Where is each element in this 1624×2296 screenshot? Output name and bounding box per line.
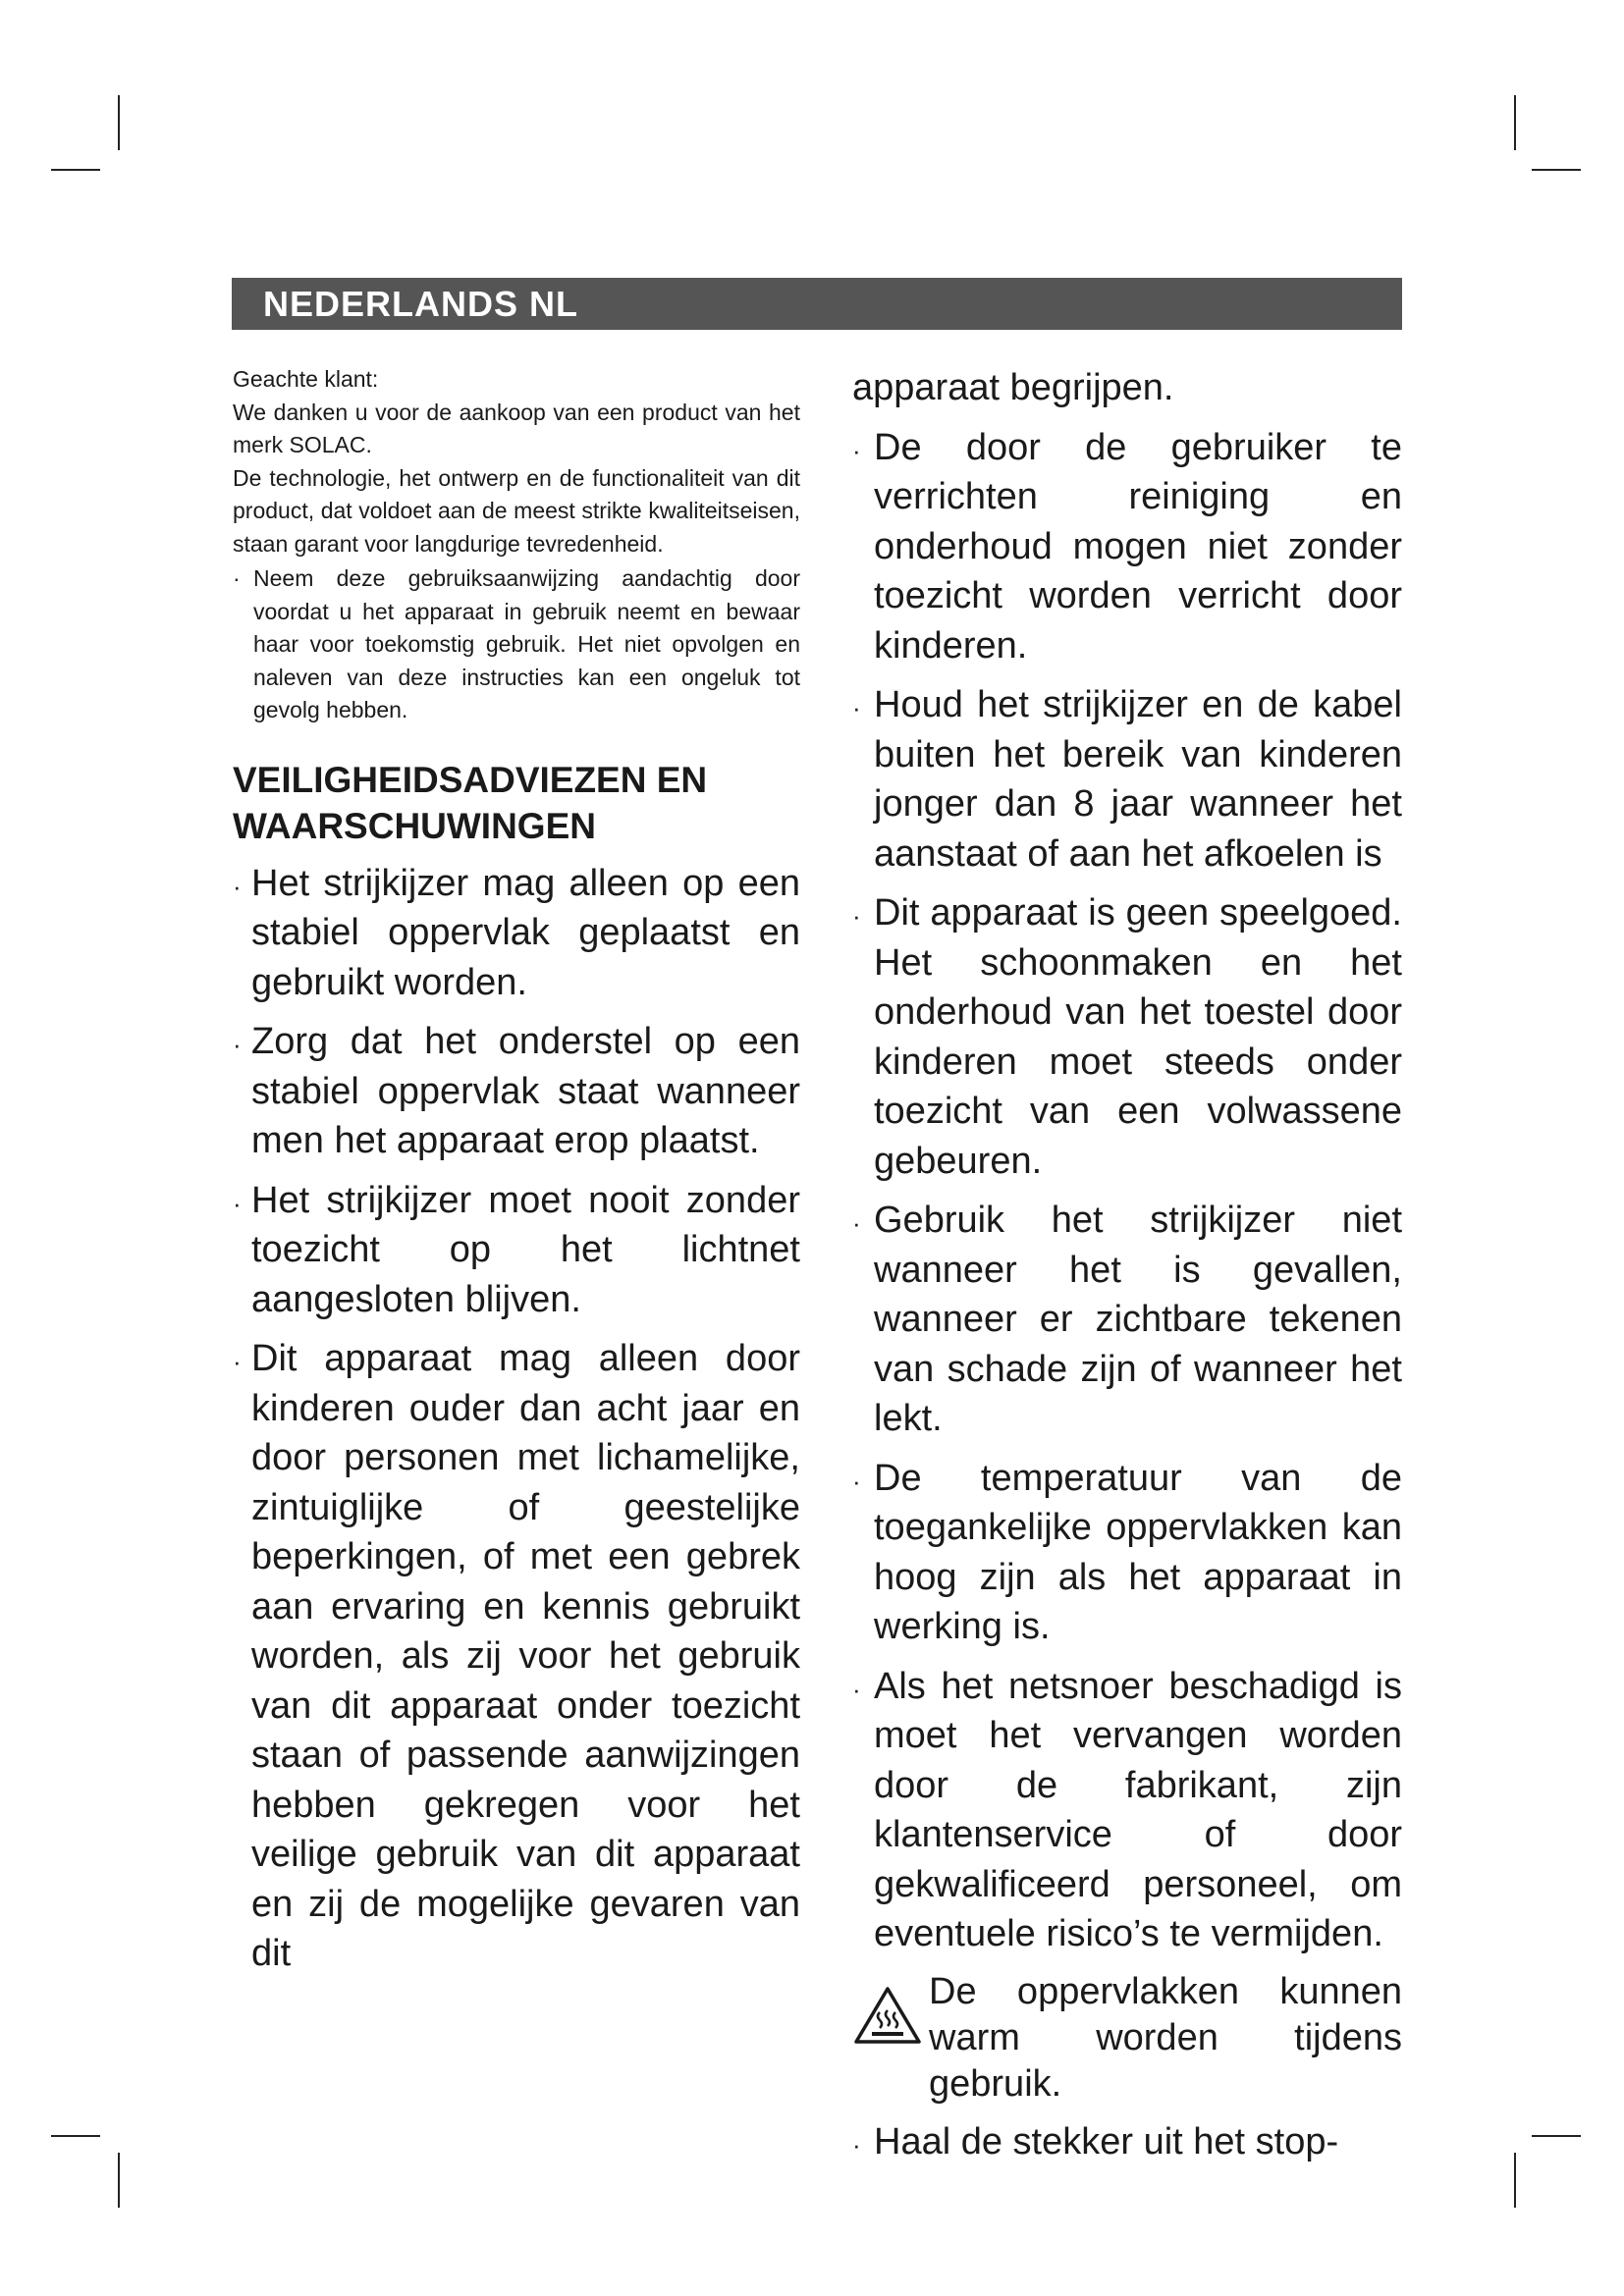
bullet-dot: ·	[233, 871, 242, 901]
bullet-dot: ·	[852, 1208, 861, 1238]
safety-list-left	[233, 859, 800, 1979]
crop-mark-bottom-right-horizontal	[1532, 2135, 1581, 2137]
crop-mark-bottom-left-vertical	[118, 2153, 120, 2208]
continued-text: apparaat begrijpen.	[852, 367, 1174, 408]
list-item: · Dit apparaat mag alleen door kinderen ouder dan acht jaar en door personen met lichamelijke, zintuiglijke of geestelijke beperkingen, of met een gebrek aan ervaring en kennis gebruikt worden, als zij voor het gebruik van dit apparaat onder toezicht staan of passende aanwijzingen hebben gekregen voor het veilige gebruik van dit apparaat en zij de mogelijke gevaren van dit	[233, 1334, 800, 1979]
bullet-dot: ·	[233, 565, 241, 591]
crop-mark-bottom-right-vertical	[1514, 2153, 1516, 2208]
safety-list-right-end	[852, 2117, 1402, 2167]
crop-mark-top-left-horizontal	[51, 169, 100, 171]
list-item: · Het strijkijzer mag alleen op een stabiel oppervlak geplaatst en gebruikt worden.	[233, 859, 800, 1008]
intro-block	[233, 363, 800, 727]
crop-mark-top-left-vertical	[118, 95, 120, 150]
thanks-text: We danken u voor de aankoop van een product van het merk SOLAC.	[233, 399, 800, 457]
list-item: · Gebruik het strijkijzer niet wanneer het is gevallen, wanneer er zichtbare tekenen van schade zijn of wanneer het lekt.	[852, 1196, 1402, 1444]
warning-text: De oppervlakken kunnen warm worden tijdens gebruik.	[929, 1970, 1402, 2105]
bullet-dot: ·	[852, 2129, 861, 2160]
list-item: · De temperatuur van de toegankelijke oppervlakken kan hoog zijn als het apparaat in werking is.	[852, 1454, 1402, 1652]
right-column	[852, 363, 1402, 2176]
list-item: · Dit apparaat is geen speelgoed. Het schoonmaken en het onderhoud van het toestel door kinderen moet steeds onder toezicht van een volwassene gebeuren.	[852, 888, 1402, 1186]
greeting: Geachte klant:	[233, 366, 379, 392]
bullet-dot: ·	[233, 1188, 242, 1218]
safety-section-title: VEILIGHEIDSADVIEZEN EN WAARSCHUWINGEN	[233, 759, 708, 846]
hot-surface-warning-icon	[852, 1985, 923, 2046]
hot-surface-warning	[852, 1969, 1402, 2108]
crop-mark-top-right-vertical	[1514, 95, 1516, 150]
list-item: · Het strijkijzer moet nooit zonder toezicht op het lichtnet aangesloten blijven.	[233, 1176, 800, 1325]
list-item: · Zorg dat het onderstel op een stabiel oppervlak staat wanneer men het apparaat erop plaatst.	[233, 1017, 800, 1166]
safety-list-right	[852, 423, 1402, 1959]
bullet-dot: ·	[233, 1030, 242, 1059]
bullet-dot: ·	[852, 1466, 861, 1496]
read-instructions-item	[233, 562, 800, 727]
technology-text: De technologie, het ontwerp en de functionaliteit van dit product, dat voldoet aan de meest strikte kwaliteitseisen, staan garant voor langdurige tevredenheid.	[233, 464, 800, 557]
list-item: · Als het netsnoer beschadigd is moet het vervangen worden door de fabrikant, zijn klantenservice of door gekwalificeerd personeel, om eventuele risico’s te vermijden.	[852, 1662, 1402, 1959]
bullet-dot: ·	[852, 901, 861, 931]
bullet-dot: ·	[852, 1674, 861, 1704]
bullet-dot: ·	[852, 693, 861, 722]
crop-mark-top-right-horizontal	[1532, 169, 1581, 171]
list-item: · Haal de stekker uit het stop-	[852, 2117, 1402, 2167]
language-header: NEDERLANDS NL	[232, 278, 1402, 330]
left-column	[233, 363, 800, 1989]
read-instructions-text: Neem deze gebruiksaanwijzing aandachtig door voordat u het apparaat in gebruik neemt en bewaar haar voor toekomstig gebruik. Het niet opvolgen en naleven van deze instructies kan een ongeluk tot gevolg hebben.	[253, 565, 800, 722]
list-item: · Houd het strijkijzer en de kabel buiten het bereik van kinderen jonger dan 8 jaar wanneer het aanstaat of aan het afkoelen is	[852, 680, 1402, 879]
bullet-dot: ·	[852, 435, 861, 465]
list-item: · De door de gebruiker te verrichten reiniging en onderhoud mogen niet zonder toezicht worden verricht door kinderen.	[852, 423, 1402, 671]
bullet-dot: ·	[233, 1347, 242, 1376]
crop-mark-bottom-left-horizontal	[51, 2135, 100, 2137]
